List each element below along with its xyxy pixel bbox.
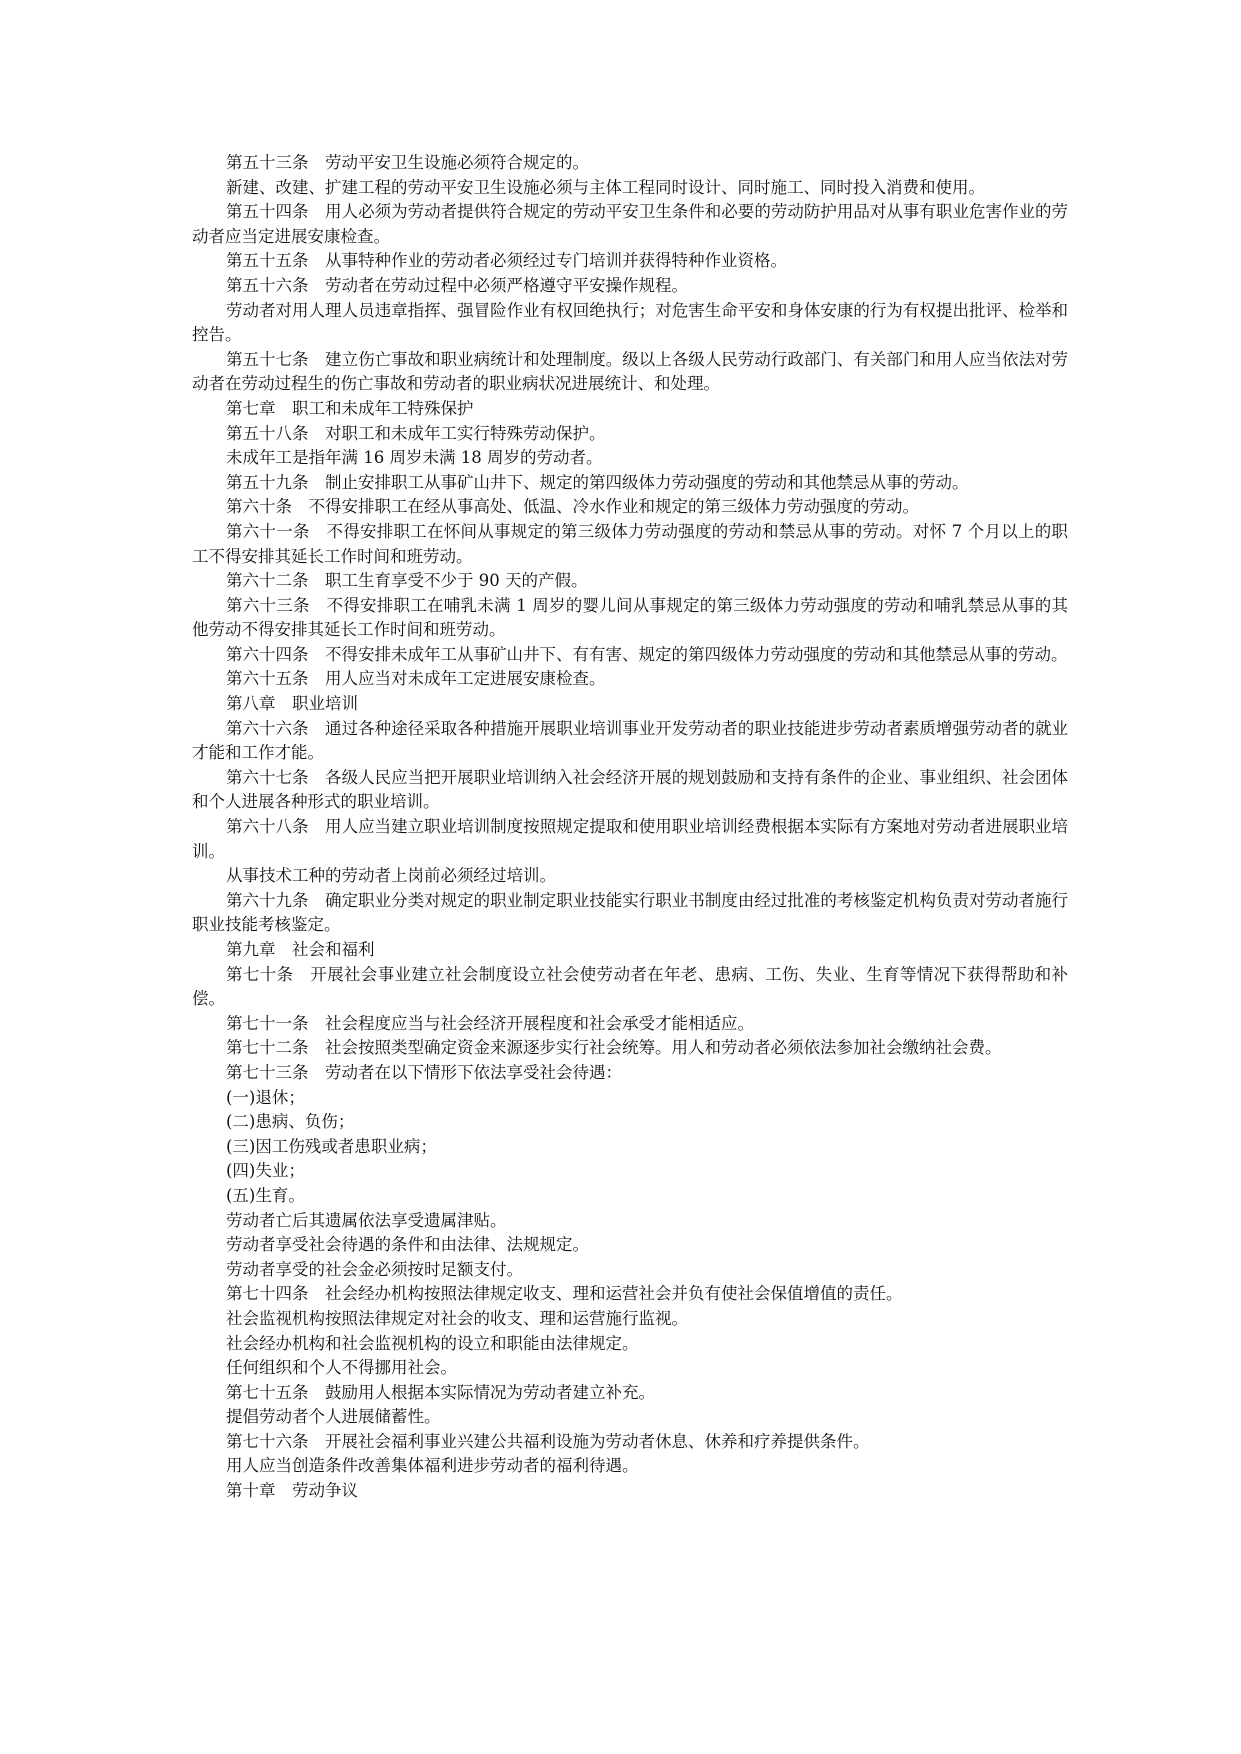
- paragraph: 第六十七条 各级人民应当把开展职业培训纳入社会经济开展的规划鼓励和支持有条件的企业、事业组织、社会团体和个人进展各种形式的职业培训。: [192, 767, 1068, 812]
- document-page: [192, 151, 1068, 1504]
- paragraph: 第七十三条 劳动者在以下情形下依法享受社会待遇：: [226, 1062, 622, 1082]
- list-item: (三)因工伤残或者患职业病；: [226, 1136, 437, 1156]
- paragraph: 第五十四条 用人必须为劳动者提供符合规定的劳动平安卫生条件和必要的劳动防护用品对从事有职业危害作业的劳动者应当定进展安康检查。: [192, 202, 1068, 246]
- paragraph: 社会经办机构和社会监视机构的设立和职能由法律规定。: [226, 1333, 639, 1353]
- paragraph: 第六十六条 通过各种途径采取各种措施开展职业培训事业开发劳动者的职业技能进步劳动者素质增强劳动者的就业才能和工作才能。: [192, 718, 1068, 763]
- paragraph: 第七十五条 鼓励用人根据本实际情况为劳动者建立补充。: [226, 1382, 655, 1402]
- paragraph: 第六十四条 不得安排未成年工从事矿山井下、有有害、规定的第四级体力劳动强度的劳动和其他禁忌从事的劳动。: [226, 644, 1068, 664]
- paragraph: 第五十八条 对职工和未成年工实行特殊劳动保护。: [226, 423, 606, 443]
- list-item: (四)失业；: [226, 1161, 305, 1181]
- paragraph: 任何组织和个人不得挪用社会。: [226, 1358, 457, 1378]
- paragraph: 第七十条 开展社会事业建立社会制度设立社会使劳动者在年老、患病、工伤、失业、生育等情况下获得帮助和补偿。: [192, 964, 1068, 1009]
- paragraph: 劳动者享受的社会金必须按时足额支付。: [226, 1259, 523, 1279]
- paragraph: 劳动者对用人理人员违章指挥、强冒险作业有权回绝执行；对危害生命平安和身体安康的行为有权提出批评、检举和控告。: [192, 300, 1068, 345]
- paragraph: 用人应当创造条件改善集体福利进步劳动者的福利待遇。: [226, 1456, 639, 1476]
- paragraph: 第六十九条 确定职业分类对规定的职业制定职业技能实行职业书制度由经过批准的考核鉴定机构负责对劳动者施行职业技能考核鉴定。: [192, 890, 1068, 935]
- list-item: (五)生育。: [226, 1185, 305, 1205]
- paragraph: 第六十条 不得安排职工在经从事高处、低温、冷水作业和规定的第三级体力劳动强度的劳动。: [226, 497, 919, 517]
- paragraph: 第六十三条 不得安排职工在哺乳未满 1 周岁的婴儿间从事规定的第三级体力劳动强度的劳动和哺乳禁忌从事的其他劳动不得安排其延长工作时间和班劳动。: [192, 595, 1068, 640]
- paragraph: 劳动者亡后其遗属依法享受遗属津贴。: [226, 1210, 507, 1230]
- paragraph: 第七十六条 开展社会福利事业兴建公共福利设施为劳动者休息、休养和疗养提供条件。: [226, 1431, 870, 1451]
- paragraph: 第五十三条 劳动平安卫生设施必须符合规定的。: [226, 153, 589, 172]
- paragraph: 未成年工是指年满 16 周岁未满 18 周岁的劳动者。: [226, 448, 603, 468]
- paragraph: 劳动者享受社会待遇的条件和由法律、法规规定。: [226, 1235, 589, 1255]
- chapter-heading: 第七章 职工和未成年工特殊保护: [226, 398, 474, 418]
- chapter-heading: 第八章 职业培训: [226, 694, 358, 714]
- paragraph: 第七十四条 社会经办机构按照法律规定收支、理和运营社会并负有使社会保值增值的责任。: [226, 1284, 903, 1304]
- paragraph: 第七十二条 社会按照类型确定资金来源逐步实行社会统筹。用人和劳动者必须依法参加社会缴纳社会费。: [226, 1038, 1002, 1058]
- list-item: (二)患病、负伤；: [226, 1112, 355, 1132]
- paragraph: 提倡劳动者个人进展储蓄性。: [226, 1407, 441, 1427]
- paragraph: 第七十一条 社会程度应当与社会经济开展程度和社会承受才能相适应。: [226, 1013, 754, 1033]
- paragraph: 第五十七条 建立伤亡事故和职业病统计和处理制度。级以上各级人民劳动行政部门、有关部门和用人应当依法对劳动者在劳动过程生的伤亡事故和劳动者的职业病状况进展统计、和处理。: [192, 349, 1068, 394]
- paragraph: 第五十五条 从事特种作业的劳动者必须经过专门培训并获得特种作业资格。: [226, 251, 787, 271]
- paragraph: 第六十二条 职工生育享受不少于 90 天的产假。: [226, 571, 588, 591]
- paragraph: 第五十九条 制止安排职工从事矿山井下、规定的第四级体力劳动强度的劳动和其他禁忌从事的劳动。: [226, 472, 969, 492]
- paragraph: 第六十八条 用人应当建立职业培训制度按照规定提取和使用职业培训经费根据本实际有方案地对劳动者进展职业培训。: [192, 817, 1068, 861]
- paragraph: 第六十一条 不得安排职工在怀间从事规定的第三级体力劳动强度的劳动和禁忌从事的劳动。对怀 7 个月以上的职工不得安排其延长工作时间和班劳动。: [192, 521, 1068, 566]
- paragraph: 第六十五条 用人应当对未成年工定进展安康检查。: [226, 669, 606, 689]
- paragraph: 社会监视机构按照法律规定对社会的收支、理和运营施行监视。: [226, 1308, 688, 1328]
- chapter-heading: 第九章 社会和福利: [226, 940, 375, 959]
- chapter-heading: 第十章 劳动争议: [226, 1481, 358, 1501]
- paragraph: 从事技术工种的劳动者上岗前必须经过培训。: [226, 866, 556, 886]
- list-item: (一)退休；: [226, 1087, 305, 1107]
- paragraph: 新建、改建、扩建工程的劳动平安卫生设施必须与主体工程同时设计、同时施工、同时投入消费和使用。: [226, 177, 985, 197]
- paragraph: 第五十六条 劳动者在劳动过程中必须严格遵守平安操作规程。: [226, 275, 688, 295]
